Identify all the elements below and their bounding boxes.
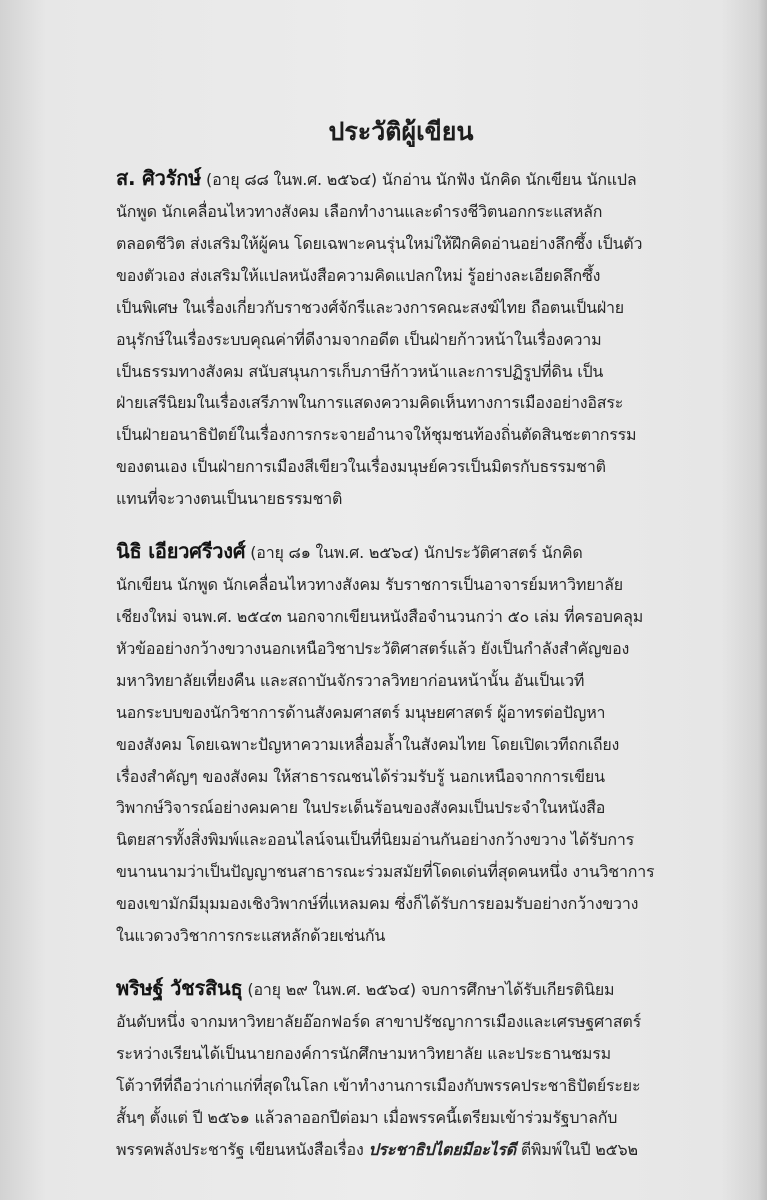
bio-line: เป็นธรรมทางสังคม สนับสนุนการเก็บภาษีก้าวหน้าและการปฏิรูปที่ดิน เป็น [116, 361, 604, 381]
page-content [116, 112, 686, 1185]
bio-line: โต้วาทีที่ถือว่าเก่าแก่ที่สุดในโลก เข้าทำงานการเมืองกับพรรคประชาธิปัตย์ระยะ [116, 1075, 641, 1095]
bio-line: เชียงใหม่ จนพ.ศ. ๒๕๔๓ นอกจากเขียนหนังสือจำนวนกว่า ๕๐ เล่ม ที่ครอบคลุม [116, 606, 644, 626]
bio-line: ตลอดชีวิต ส่งเสริมให้ผู้คน โดยเฉพาะคนรุ่นใหม่ให้ฝึกคิดอ่านอย่างลึกซึ้ง เป็นตัว [116, 233, 643, 253]
page-edge [757, 0, 767, 1200]
bio-line: ระหว่างเรียนได้เป็นนายกองค์การนักศึกษามหาวิทยาลัย และประธานชมรม [116, 1043, 611, 1063]
bio-line: สั้นๆ ตั้งแต่ ปี ๒๕๖๑ แล้วลาออกปีต่อมา เมื่อพรรคนี้เตรียมเข้าร่วมรัฐบาลกับ [116, 1107, 618, 1127]
bio-line: ของตัวเอง ส่งเสริมให้แปลหนังสือความคิดแปลกใหม่ รู้อย่างละเอียดลึกซึ้ง [116, 265, 601, 285]
bio-first-line [116, 535, 686, 569]
bio-last-line [116, 1134, 686, 1166]
author-name: นิธิ เอียวศรีวงศ์ [116, 539, 246, 564]
bio-first-line [116, 972, 686, 1006]
author-bio-parit [116, 972, 686, 1166]
bio-line: ฝ่ายเสรีนิยมในเรื่องเสรีภาพในการแสดงความคิดเห็นทางการเมืองอย่างอิสระ [116, 393, 624, 413]
bio-line: นอกระบบของนักวิชาการด้านสังคมศาสตร์ มนุษยศาสตร์ ผู้อาทรต่อปัญหา [116, 702, 606, 722]
bio-line: ของสังคม โดยเฉพาะปัญหาความเหลื่อมล้ำในสังคมไทย โดยเปิดเวทีถกเถียง [116, 734, 620, 754]
bio-line: มหาวิทยาลัยเที่ยงคืน และสถาบันจักรวาลวิทยาก่อนหน้านั้น อันเป็นเวที [116, 670, 585, 690]
bio-line: ในแวดวงวิชาการกระแสหลักด้วยเช่นกัน [116, 926, 386, 946]
bio-text: พรรคพลังประชารัฐ เขียนหนังสือเรื่อง [116, 1139, 369, 1159]
book-title: ประชาธิปไตยมีอะไรดี [368, 1139, 516, 1159]
bio-text: ตีพิมพ์ในปี ๒๕๖๒ [515, 1139, 638, 1159]
bio-line: อนุรักษ์ในเรื่องระบบคุณค่าที่ดีงามจากอดีต เป็นฝ่ายก้าวหน้าในเรื่องความ [116, 329, 602, 349]
author-name: พริษฐ์ วัชรสินธุ [116, 975, 243, 1000]
bio-intro: (อายุ ๒๙ ในพ.ศ. ๒๕๖๔) จบการศึกษาได้รับเกียรตินิยม [242, 979, 615, 999]
bio-line: อันดับหนึ่ง จากมหาวิทยาลัยอ๊อกฟอร์ด สาขาปรัชญาการเมืองและเศรษฐศาสตร์ [116, 1011, 641, 1031]
author-bio-sulak [116, 162, 686, 515]
bio-line: หัวข้ออย่างกว้างขวางนอกเหนือวิชาประวัติศาสตร์แล้ว ยังเป็นกำลังสำคัญของ [116, 638, 630, 658]
bio-first-line [116, 162, 686, 196]
bio-line: ของตนเอง เป็นฝ่ายการเมืองสีเขียวในเรื่องมนุษย์ควรเป็นมิตรกับธรรมชาติ [116, 457, 606, 477]
page-title: ประวัติผู้เขียน [328, 117, 474, 146]
bio-line: เป็นพิเศษ ในเรื่องเกี่ยวกับราชวงศ์จักรีและวงการคณะสงฆ์ไทย ถือตนเป็นฝ่าย [116, 297, 624, 317]
author-name: ส. ศิวรักษ์ [116, 166, 202, 190]
bio-line: วิพากษ์วิจารณ์อย่างคมคาย ในประเด็นร้อนของสังคมเป็นประจำในหนังสือ [116, 798, 606, 818]
author-bio-nidhi [116, 535, 686, 952]
bio-line: นิตยสารทั้งสิ่งพิมพ์และออนไลน์จนเป็นที่นิยมอ่านกันอย่างกว้างขวาง ได้รับการ [116, 830, 635, 850]
bio-line: นักเขียน นักพูด นักเคลื่อนไหวทางสังคม รับราชการเป็นอาจารย์มหาวิทยาลัย [116, 575, 623, 595]
bio-line: เรื่องสำคัญๆ ของสังคม ให้สาธารณชนได้ร่วมรับรู้ นอกเหนือจากการเขียน [116, 766, 605, 786]
bio-line: แทนที่จะวางตนเป็นนายธรรมชาติ [116, 489, 343, 509]
bio-line: ของเขามักมีมุมมองเชิงวิพากษ์ที่แหลมคม ซึ่งก็ได้รับการยอมรับอย่างกว้างขวาง [116, 894, 639, 914]
bio-intro: (อายุ ๘๘ ในพ.ศ. ๒๕๖๔) นักอ่าน นักฟัง นักคิด นักเขียน นักแปล [201, 170, 637, 189]
bio-intro: (อายุ ๘๑ ในพ.ศ. ๒๕๖๔) นักประวัติศาสตร์ นักคิด [245, 543, 583, 563]
bio-line: นักพูด นักเคลื่อนไหวทางสังคม เลือกทำงานและดำรงชีวิตนอกกระแสหลัก [116, 202, 603, 221]
bio-line: ขนานนามว่าเป็นปัญญาชนสาธารณะร่วมสมัยที่โดดเด่นที่สุดคนหนึ่ง งานวิชาการ [116, 862, 655, 882]
bio-line: เป็นฝ่ายอนาธิปัตย์ในเรื่องการกระจายอำนาจให้ชุมชนท้องถิ่นตัดสินชะตากรรม [116, 425, 637, 445]
